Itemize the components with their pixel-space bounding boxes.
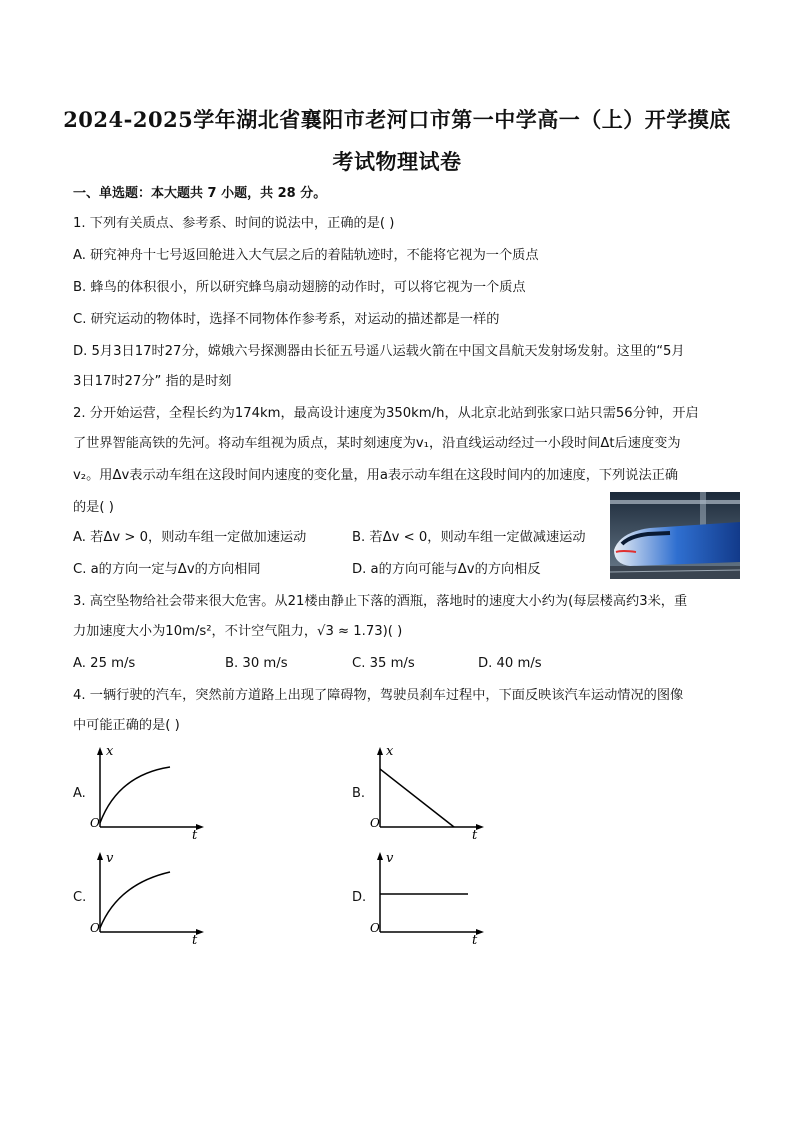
graph-b-xaxis-label: t [472,828,478,840]
graph-c [88,850,208,945]
q1-option-c: C. 研究运动的物体时，选择不同物体作参考系，对运动的描述都是一样的 [73,312,500,327]
q2-stem-line1: 2. 分开始运营，全程长约为174km，最高设计速度为350km/h，从北京北站到张家口站只需56分钟，开启 [73,406,699,421]
graph-b-line [380,769,454,827]
graph-c-curve [100,872,170,928]
graph-b-label: B. [352,786,366,801]
graph-c-yaxis-label: v [106,851,114,866]
graph-a-yaxis-label: x [106,745,114,759]
graph-b [368,745,488,840]
graph-c-label: C. [73,890,87,905]
graph-a-label: A. [73,786,86,801]
q1-option-d-line2: 3日17时27分” 指的是时刻 [73,374,232,389]
q2-stem-line2: 了世界智能高铁的先河。将动车组视为质点，某时刻速度为v₁，沿直线运动经过一小段时间Δt后速度变为 [73,436,681,451]
q2-option-b: B. 若Δv < 0，则动车组一定做减速运动 [352,530,586,545]
q3-option-a: A. 25 m/s [73,656,136,671]
q3-option-d: D. 40 m/s [478,656,542,671]
q1-option-b: B. 蜂鸟的体积很小，所以研究蜂鸟扇动翅膀的动作时，可以将它视为一个质点 [73,280,526,295]
graph-c-xaxis-label: t [192,933,198,945]
q1-stem: 1. 下列有关质点、参考系、时间的说法中，正确的是( ) [73,216,395,231]
graph-b-yaxis-label: x [386,745,394,759]
exam-title-line1: 2024-2025学年湖北省襄阳市老河口市第一中学高一（上）开学摸底 [63,107,731,132]
exam-title-line2: 考试物理试卷 [332,149,462,174]
bullet-train-photo [610,492,740,579]
q2-option-c: C. a的方向一定与Δv的方向相同 [73,562,261,577]
graph-a-xaxis-label: t [192,828,198,840]
graph-a-origin: O [90,816,100,830]
section-heading: 一、单选题：本大题共 7 小题，共 28 分。 [73,186,327,201]
q3-stem-line1: 3. 高空坠物给社会带来很大危害。从21楼由静止下落的酒瓶，落地时的速度大小约为(每层楼高约3米，重 [73,594,688,609]
q3-stem-line2: 力加速度大小为10m/s²，不计空气阻力，√3 ≈ 1.73)( ) [73,624,403,639]
q3-option-b: B. 30 m/s [225,656,288,671]
q4-stem-line1: 4. 一辆行驶的汽车，突然前方道路上出现了障碍物，驾驶员刹车过程中，下面反映该汽车运动情况的图像 [73,688,684,703]
graph-d-label: D. [352,890,367,905]
graph-a [88,745,208,840]
graph-d [368,850,488,945]
graph-d-yaxis-label: v [386,851,394,866]
q1-option-a: A. 研究神舟十七号返回舱进入大气层之后的着陆轨迹时，不能将它视为一个质点 [73,248,539,263]
graph-c-origin: O [90,921,100,935]
graph-d-xaxis-label: t [472,933,478,945]
q2-option-a: A. 若Δv > 0，则动车组一定做加速运动 [73,530,307,545]
q2-option-d: D. a的方向可能与Δv的方向相反 [352,562,541,577]
q4-stem-line2: 中可能正确的是( ) [73,718,180,733]
graph-a-curve [100,767,170,823]
q1-option-d-line1: D. 5月3日17时27分，嫦娥六号探测器由长征五号遥八运载火箭在中国文昌航天发射场发射。这里的“5月 [73,344,685,359]
graph-d-origin: O [370,921,380,935]
q2-stem-line4: 的是( ) [73,500,114,515]
graph-b-origin: O [370,816,380,830]
q3-option-c: C. 35 m/s [352,656,415,671]
q2-stem-line3: v₂。用Δv表示动车组在这段时间内速度的变化量，用a表示动车组在这段时间内的加速度，下列说法正确 [73,468,679,483]
